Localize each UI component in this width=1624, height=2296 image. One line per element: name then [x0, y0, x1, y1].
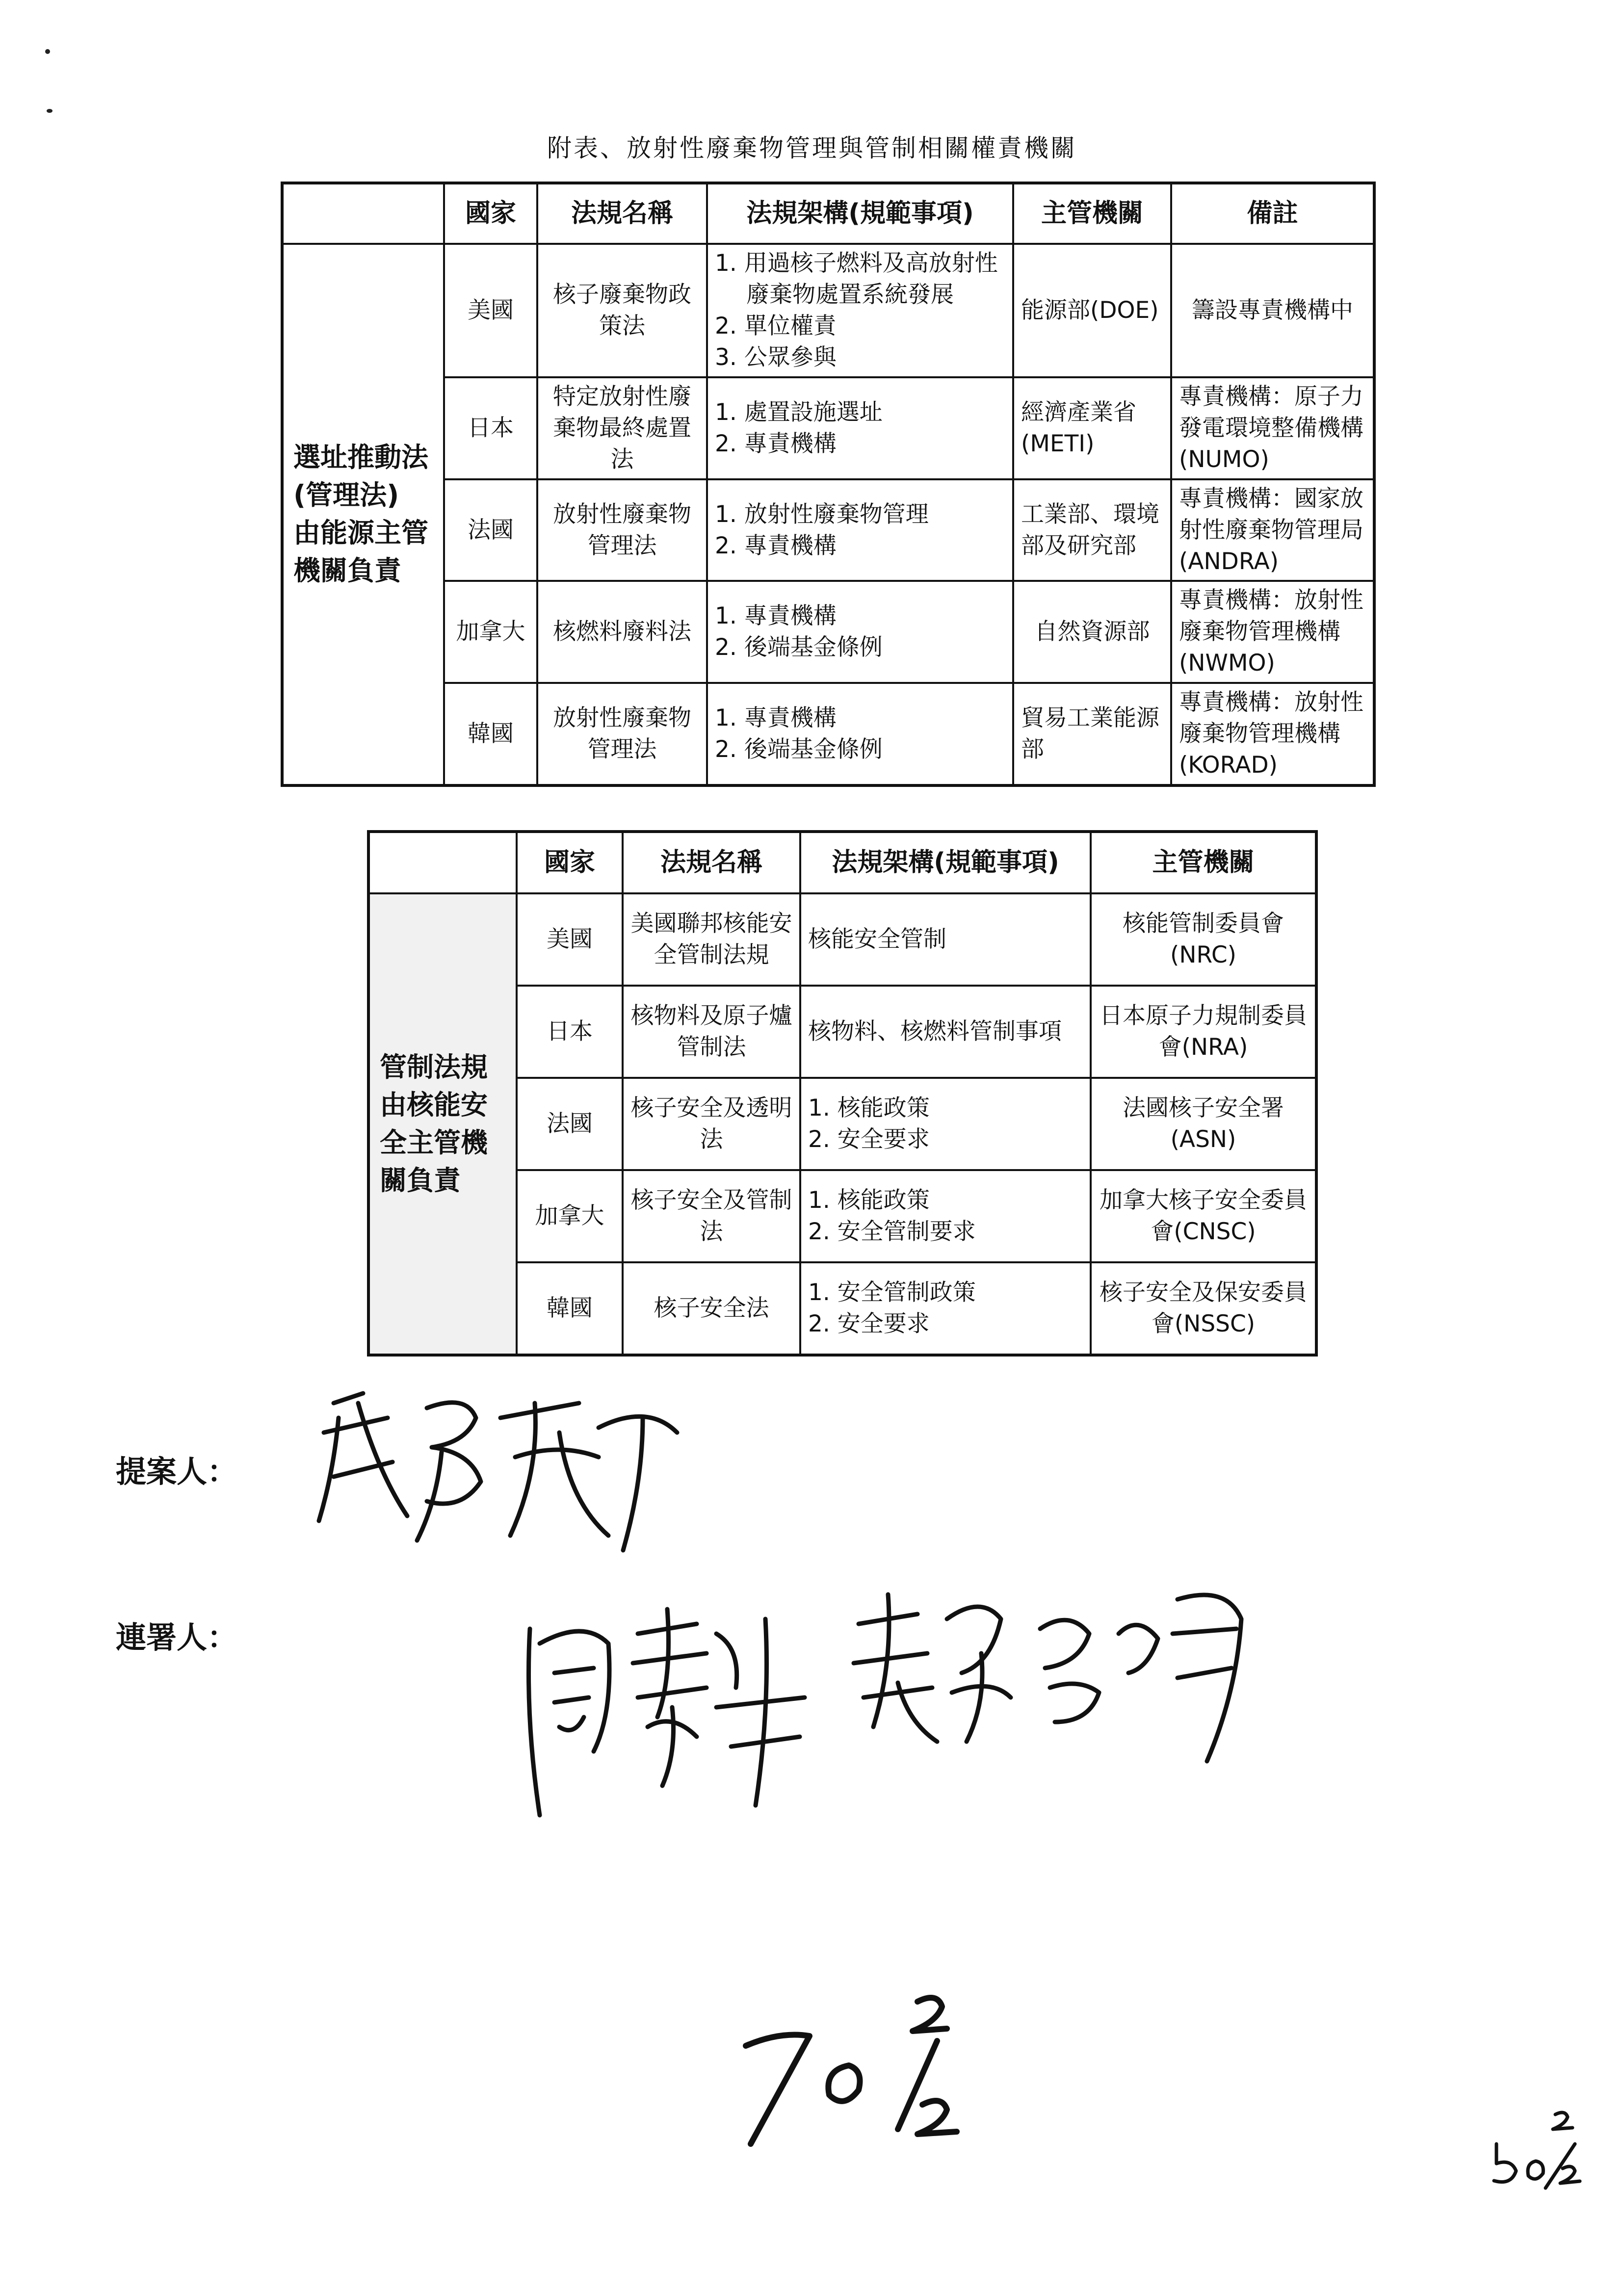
- proposer-signature: [304, 1374, 707, 1570]
- framework-item: 2. 後端基金條例: [715, 634, 883, 661]
- cosigner-signature-1: [510, 1590, 814, 1845]
- agency-cell: 法國核子安全署(ASN): [1091, 1078, 1316, 1170]
- framework-item: 2. 安全管制要求: [808, 1218, 976, 1245]
- country-cell: 日本: [444, 377, 537, 479]
- framework-item: 1. 專責機構: [715, 602, 837, 630]
- note-cell: 籌設專責機構中: [1171, 244, 1374, 377]
- table-row: [368, 893, 1316, 986]
- law-name-cell: 放射性廢棄物管理法: [537, 683, 707, 785]
- siting-law-table: [281, 182, 1376, 787]
- law-name-cell: 核子安全及管制法: [623, 1170, 800, 1262]
- agency-cell: 加拿大核子安全委員會(CNSC): [1091, 1170, 1316, 1262]
- framework-cell: [800, 1078, 1091, 1170]
- cosigner-signature-2: [834, 1565, 1266, 1771]
- framework-item: 1. 核能政策: [808, 1095, 930, 1122]
- scan-speck: [45, 49, 50, 54]
- agency-cell: 日本原子力規制委員會(NRA): [1091, 986, 1316, 1078]
- country-cell: 韓國: [517, 1262, 623, 1355]
- note-cell: 專責機構：放射性廢棄物管理機構(NWMO): [1171, 581, 1374, 683]
- framework-item: 2. 安全要求: [808, 1126, 930, 1153]
- framework-cell: [707, 581, 1013, 683]
- agency-cell: 經濟產業省(METI): [1013, 377, 1171, 479]
- framework-cell: [707, 479, 1013, 581]
- header-law-name: 法規名稱: [623, 832, 800, 893]
- header-agency: 主管機關: [1091, 832, 1316, 893]
- framework-item: 2. 後端基金條例: [715, 736, 883, 763]
- table-row: [282, 581, 1374, 683]
- note-cell: 專責機構：放射性廢棄物管理機構(KORAD): [1171, 683, 1374, 785]
- header-blank: [282, 183, 444, 244]
- framework-item: 2. 專責機構: [715, 532, 837, 559]
- table-row: [282, 683, 1374, 785]
- proposer-label: 提案人：: [116, 1454, 238, 1489]
- agency-cell: 能源部(DOE): [1013, 244, 1171, 377]
- framework-item: 3. 公眾參與: [715, 343, 837, 371]
- country-cell: 美國: [517, 893, 623, 986]
- agency-cell: 核能管制委員會(NRC): [1091, 893, 1316, 986]
- framework-item: 1. 用過核子燃料及高放射性廢棄物處置系統發展: [715, 250, 998, 309]
- header-blank: [368, 832, 517, 893]
- regulation-law-table: [367, 830, 1318, 1357]
- table-row: [282, 244, 1374, 377]
- agency-cell: 自然資源部: [1013, 581, 1171, 683]
- table-row: [282, 377, 1374, 479]
- law-name-cell: 核燃料廢料法: [537, 581, 707, 683]
- framework-cell: 核能安全管制: [800, 893, 1091, 986]
- header-country: 國家: [517, 832, 623, 893]
- note-cell: 專責機構：原子力發電環境整備機構(NUMO): [1171, 377, 1374, 479]
- agency-cell: 工業部、環境部及研究部: [1013, 479, 1171, 581]
- page-number-handwritten: [707, 1982, 991, 2168]
- header-law-name: 法規名稱: [537, 183, 707, 244]
- cosigner-label: 連署人：: [116, 1619, 238, 1655]
- page-mark-small: [1482, 2100, 1590, 2198]
- note-cell: 專責機構：國家放射性廢棄物管理局(ANDRA): [1171, 479, 1374, 581]
- framework-cell: [707, 683, 1013, 785]
- framework-cell: 核物料、核燃料管制事項: [800, 986, 1091, 1078]
- framework-item: 2. 安全要求: [808, 1310, 930, 1337]
- scan-speck: [47, 109, 52, 113]
- law-name-cell: 美國聯邦核能安全管制法規: [623, 893, 800, 986]
- country-cell: 韓國: [444, 683, 537, 785]
- framework-cell: [707, 377, 1013, 479]
- header-framework: 法規架構(規範事項): [707, 183, 1013, 244]
- framework-cell: [800, 1170, 1091, 1262]
- law-name-cell: 核物料及原子爐管制法: [623, 986, 800, 1078]
- law-name-cell: 核子安全法: [623, 1262, 800, 1355]
- group-label: 管制法規 由核能安 全主管機 關負責: [368, 893, 517, 1355]
- framework-item: 1. 核能政策: [808, 1187, 930, 1214]
- framework-cell: [707, 244, 1013, 377]
- header-note: 備註: [1171, 183, 1374, 244]
- framework-item: 2. 專責機構: [715, 430, 837, 457]
- table-row: [282, 479, 1374, 581]
- country-cell: 法國: [444, 479, 537, 581]
- group-label: 選址推動法 (管理法) 由能源主管 機關負責: [282, 244, 444, 785]
- header-framework: 法規架構(規範事項): [800, 832, 1091, 893]
- header-country: 國家: [444, 183, 537, 244]
- law-name-cell: 特定放射性廢棄物最終處置法: [537, 377, 707, 479]
- page-title: 附表、放射性廢棄物管理與管制相關權責機關: [547, 134, 1077, 162]
- framework-item: 2. 單位權責: [715, 313, 837, 339]
- country-cell: 美國: [444, 244, 537, 377]
- country-cell: 加拿大: [444, 581, 537, 683]
- country-cell: 法國: [517, 1078, 623, 1170]
- framework-item: 1. 處置設施選址: [715, 398, 883, 426]
- country-cell: 日本: [517, 986, 623, 1078]
- header-agency: 主管機關: [1013, 183, 1171, 244]
- law-name-cell: 核子廢棄物政策法: [537, 244, 707, 377]
- framework-cell: [800, 1262, 1091, 1355]
- agency-cell: 核子安全及保安委員會(NSSC): [1091, 1262, 1316, 1355]
- framework-item: 1. 專責機構: [715, 704, 837, 732]
- law-name-cell: 放射性廢棄物管理法: [537, 479, 707, 581]
- country-cell: 加拿大: [517, 1170, 623, 1262]
- framework-item: 1. 安全管制政策: [808, 1279, 976, 1306]
- law-name-cell: 核子安全及透明法: [623, 1078, 800, 1170]
- framework-item: 1. 放射性廢棄物管理: [715, 500, 929, 528]
- agency-cell: 貿易工業能源部: [1013, 683, 1171, 785]
